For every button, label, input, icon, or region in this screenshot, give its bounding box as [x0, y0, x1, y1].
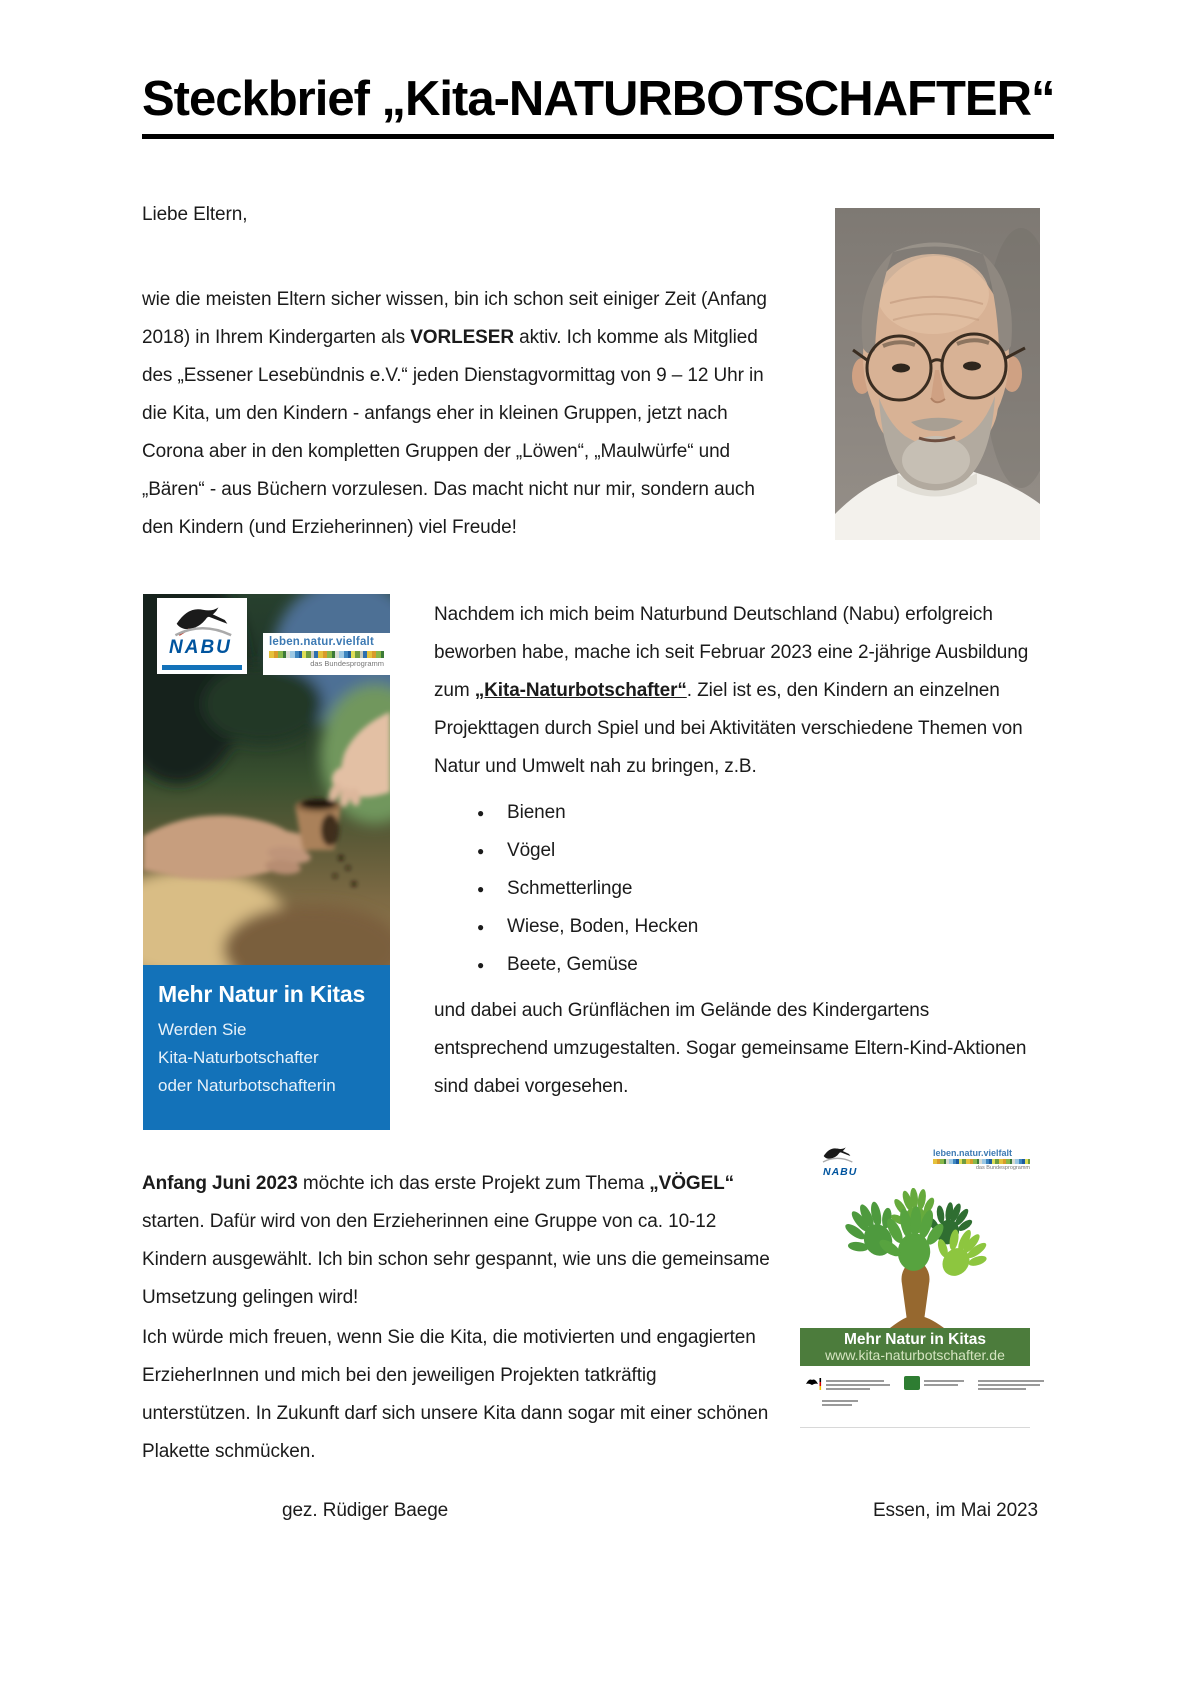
greeting-text: Liebe Eltern,	[142, 204, 248, 225]
eagle-icon	[804, 1376, 822, 1392]
topic-item: ● Schmetterlinge	[475, 870, 1040, 908]
nabu-logo	[157, 598, 247, 674]
topic-item: ● Vögel	[475, 832, 1040, 870]
plaque-nabu-logo	[815, 1144, 863, 1178]
leben-logo-text: leben.natur.vielfalt	[269, 636, 374, 648]
plaque-band	[800, 1328, 1030, 1366]
plaque-leben-logo	[933, 1148, 1030, 1171]
after-topics-paragraph: und dabei auch Grünflächen im Gelände des Kindergartens entsprechend umzugestalten. Sogar gemeinsame Eltern-Kind-Aktionen sind dabei vorgesehen.	[434, 1000, 1027, 1097]
intro-text-post: aktiv. Ich komme als Mitglied des „Essener Lesebündnis e.V.“ jeden Dienstagvormittag von 9 – 12 Uhr in die Kita, um den Kindern - anfangs eher in kleinen Gruppen, jetzt nach Corona aber in den kompletten Gruppen der „Löwen“, „Maulwürfe“ und „Bären“ - aus Büchern vorzulesen. Das macht nicht nur mir, sondern auch den Kindern (und Erzieherinnen) viel Freude!	[142, 327, 764, 538]
nabu-paragraph	[434, 596, 1040, 786]
plaque-nabu-text: NABU	[823, 1166, 858, 1178]
plaque-bundesprogramm-text: das Bundesprogramm	[975, 1165, 1030, 1171]
project-paragraph	[142, 1165, 770, 1317]
nabu-logo-bar	[162, 665, 242, 670]
fine-print-footnote	[822, 1400, 1026, 1406]
plaque-leben-text: leben.natur.vielfalt	[933, 1148, 1013, 1158]
nabu-text-pre: Nachdem ich mich beim Naturbund Deutschland (Nabu) erfolgreich beworben habe, mache ich seit Februar 2023 eine 2-jährige Ausbildung zum	[434, 604, 1029, 701]
federal-ministry-logo	[804, 1376, 890, 1392]
plaque-fineprint	[800, 1370, 1030, 1428]
plaque-band-title: Mehr Natur in Kitas	[843, 1331, 987, 1348]
intro-text-bold: VORLESER	[410, 327, 514, 348]
topic-item: ● Bienen	[475, 794, 1040, 832]
place-date-text: Essen, im Mai 2023	[872, 1500, 1038, 1521]
bfn-icon	[904, 1376, 920, 1390]
portrait-illustration	[835, 208, 1040, 540]
topics-list	[475, 794, 1040, 984]
closing-paragraph: Ich würde mich freuen, wenn Sie die Kita, die motivierten und engagierten ErzieherInnen und mich bei den jeweiligen Projekten tatkräftig unterstützen. In Zukunft darf sich unsere Kita dann sogar mit einer schönen Plakette schmücken.	[142, 1327, 769, 1462]
leben-natur-vielfalt-logo	[263, 633, 390, 675]
poster-image	[143, 594, 390, 1130]
fine-print-lines	[978, 1376, 1044, 1392]
poster-caption-box	[143, 965, 390, 1130]
poster-photo-area	[143, 594, 390, 965]
fine-print-lines	[826, 1376, 890, 1392]
portrait-photo	[835, 208, 1040, 540]
plaque-band-url: www.kita-naturbotschafter.de	[825, 1347, 1005, 1363]
fine-print-lines	[924, 1376, 964, 1388]
stork-icon	[815, 1144, 859, 1164]
signature-text: gez. Rüdiger Baege	[282, 1500, 449, 1521]
document-title: Steckbrief „Kita-NATURBOTSCHAFTER“	[142, 74, 1054, 139]
right-column	[434, 596, 1040, 1114]
footer-row	[142, 1492, 1038, 1530]
barcode-stripe	[269, 651, 384, 658]
nabu-text-post: . Ziel ist es, den Kindern an einzelnen Projekttagen durch Spiel und bei Aktivitäten verschiedene Themen von Natur und Umwelt nah zu bringen, z.B.	[434, 680, 1023, 777]
intro-paragraph	[142, 281, 774, 547]
barcode-stripe	[933, 1159, 1030, 1164]
poster-caption-line: Kita-Naturbotschafter	[158, 1048, 319, 1067]
stork-icon	[163, 601, 241, 639]
poster-headline: Mehr Natur in Kitas	[158, 981, 366, 1007]
bundesprogramm-text: das Bundesprogramm	[310, 659, 384, 668]
project-text-post: starten. Dafür wird von den Erzieherinnen eine Gruppe von ca. 10-12 Kindern ausgewählt. Ich bin schon sehr gespannt, wie uns die gemeinsame Umsetzung gelingen wird!	[142, 1211, 770, 1308]
topic-item: ● Wiese, Boden, Hecken	[475, 908, 1040, 946]
topic-item: ● Beete, Gemüse	[475, 946, 1040, 984]
handprint-tree-icon	[830, 1188, 1000, 1328]
project-topic-bold: „VÖGEL“	[649, 1173, 735, 1194]
poster-caption-line: oder Naturbotschafterin	[158, 1076, 336, 1095]
plaque-image	[800, 1138, 1030, 1432]
nabu-text-bold: „Kita-Naturbotschafter“	[474, 680, 687, 701]
bfn-logo	[904, 1376, 964, 1390]
poster-caption-line: Werden Sie	[158, 1020, 247, 1039]
intro-text-pre: wie die meisten Eltern sicher wissen, bin ich schon seit einiger Zeit (Anfang 2018) in Ihrem Kindergarten als	[142, 289, 767, 348]
nabu-logo-text: NABU	[169, 637, 232, 658]
project-text-mid: möchte ich das erste Projekt zum Thema	[297, 1173, 650, 1194]
project-date-bold: Anfang Juni 2023	[142, 1173, 298, 1194]
